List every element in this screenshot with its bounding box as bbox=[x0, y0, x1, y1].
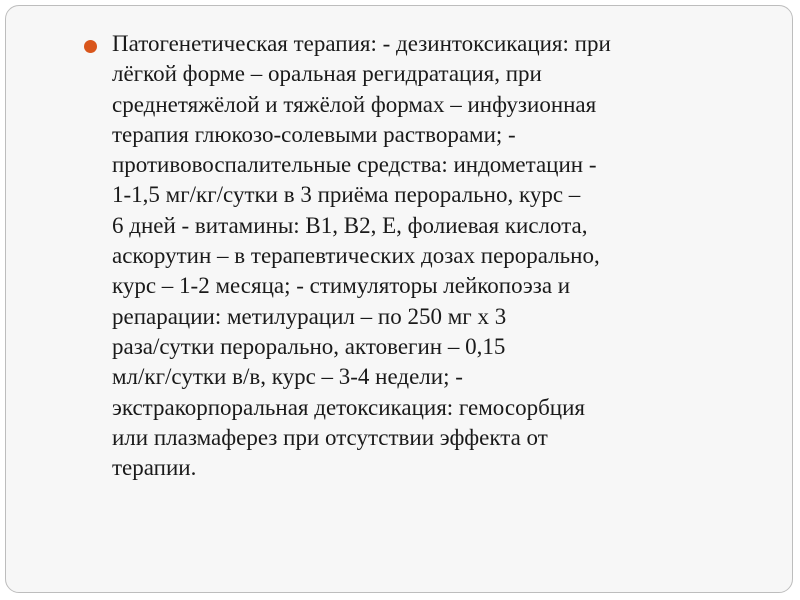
bullet-circle-icon bbox=[84, 40, 97, 53]
bullet-item bbox=[112, 29, 752, 483]
bullet-text: Патогенетическая терапия: - дезинтоксикация: при лёгкой форме – оральная регидратация, при среднетяжёлой и тяжёлой формах – инфузионная терапия глюкозо-солевыми растворами; - противовоспалительные средства: индометацин - 1-1,5 мг/кг/сутки в 3 приёма перорально, курс – 6 дней - витамины: В1, В2, Е, фолиевая кислота, аскорутин – в терапевтических дозах перорально, курс – 1-2 месяца; - стимуляторы лейкопоэза и репарации: метилурацил – по 250 мг х 3 раза/сутки перорально, актовегин – 0,15 мл/кг/сутки в/в, курс – 3-4 недели; - экстракорпоральная детоксикация: гемосорбция или плазмаферез при отсутствии эффекта от терапии. bbox=[112, 31, 611, 481]
slide-content bbox=[112, 29, 752, 483]
